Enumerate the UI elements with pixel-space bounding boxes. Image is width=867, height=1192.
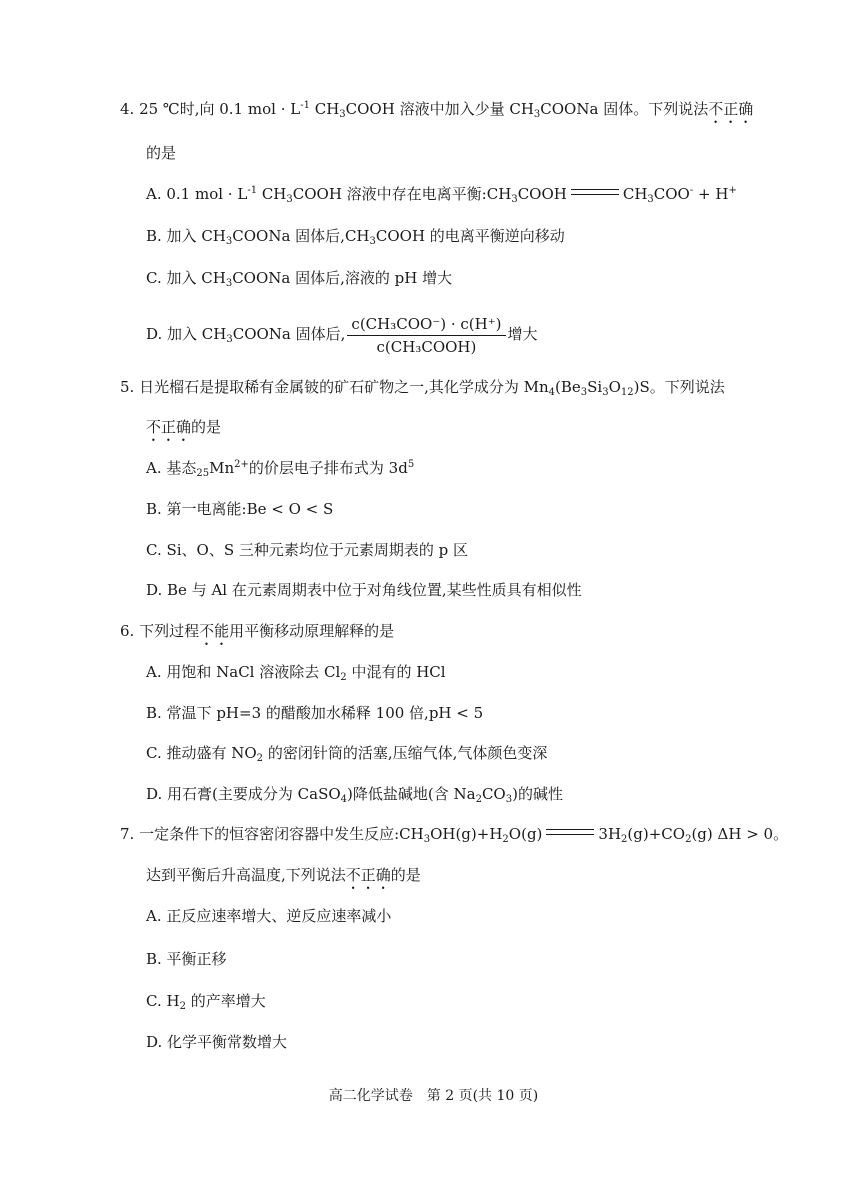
q4-stem-line1: 4. 25 ℃时,向 0.1 mol · $L^{-1}$ $CH_3COOH$ 溶液中加入少量 $CH_3COONa$ 固体。下列说法不正确 bbox=[120, 100, 754, 120]
q5-option-b: B. 第一电离能:Be < O < S bbox=[146, 500, 334, 518]
q6-option-b: B. 常温下 pH=3 的醋酸加水稀释 100 倍,pH < 5 bbox=[146, 704, 484, 722]
q4-option-b: B. 加入 $CH_3COONa$ 固体后$,CH_3COOH$ 的电离平衡逆向移动 bbox=[146, 227, 565, 247]
q7-option-d: D. 化学平衡常数增大 bbox=[146, 1033, 288, 1051]
q7-option-b: B. 平衡正移 bbox=[146, 950, 227, 968]
q4-option-d: D. 加入 $CH_3COONa$ 固体后, $\frac{\text{c(CH₃COO⁻) · c(H⁺)}}{\text{c(CH₃COOH)}}$ 增大 bbox=[146, 314, 538, 356]
q5-option-c: C. Si、O、S 三种元素均位于元素周期表的 p 区 bbox=[146, 541, 469, 559]
emphasis-not-correct: 不正确 bbox=[345, 866, 391, 884]
emphasis-not-correct: 不正确 bbox=[146, 418, 192, 436]
emphasis-not-correct: 不正确 bbox=[708, 100, 754, 118]
q6-option-a: A. 用饱和 NaCl 溶液除去 $Cl_2$ 中混有的 HCl bbox=[146, 663, 446, 683]
q7-stem-line1: 7. 一定条件下的恒容密闭容器中发生反应$:CH_3OH(g)+H_2O(g)$ $3H_2(g)+CO_2(g) \Delta H > 0$。 bbox=[120, 825, 789, 845]
q6-option-c: C. 推动盛有 $NO_2$ 的密闭针筒的活塞,压缩气体,气体颜色变深 bbox=[146, 744, 548, 764]
equilibrium-arrow bbox=[546, 827, 594, 837]
q4-stem-line2: 的是 bbox=[146, 144, 177, 162]
q4-option-a: A. 0.1 mol · $L^{-1}$ $CH_3COOH$ 溶液中存在电离平衡$:CH_3COOH$ $CH_3COO^- + H^+$ bbox=[146, 185, 737, 205]
q7-option-c: C. $H_2$ 的产率增大 bbox=[146, 992, 266, 1012]
emphasis-cannot: 不能 bbox=[199, 622, 230, 640]
q5-stem-line2: 不正确的是 bbox=[146, 418, 222, 436]
q5-option-d: D. Be 与 Al 在元素周期表中位于对角线位置,某些性质具有相似性 bbox=[146, 581, 582, 599]
q5-stem-line1: 5. 日光榴石是提取稀有金属铍的矿石矿物之一,其化学成分为 $Mn_4(Be_3Si_3O_{12})S$。下列说法 bbox=[120, 378, 725, 398]
q6-stem: 6. 下列过程不能用平衡移动原理解释的是 bbox=[120, 622, 395, 640]
q5-option-a: A. 基态$_{25}Mn^{2+}$的价层电子排布式为 $3d^5$ bbox=[146, 459, 415, 479]
equilibrium-arrow bbox=[571, 187, 619, 197]
concentration-ratio-fraction bbox=[347, 315, 505, 356]
q7-stem-line2: 达到平衡后升高温度,下列说法不正确的是 bbox=[146, 866, 421, 884]
q7-option-a: A. 正反应速率增大、逆反应速率减小 bbox=[146, 907, 392, 925]
q6-option-d: D. 用石膏(主要成分为 CaSO$_4$)降低盐碱地(含 $Na_2CO_3$)的碱性 bbox=[146, 785, 563, 805]
q4-option-c: C. 加入 $CH_3COONa$ 固体后,溶液的 pH 增大 bbox=[146, 269, 453, 289]
fraction-numerator: c(CH₃COO⁻) · c(H⁺) bbox=[347, 315, 505, 336]
fraction-denominator: c(CH₃COOH) bbox=[376, 337, 477, 356]
page-footer: 高二化学试卷 第 2 页(共 10 页) bbox=[328, 1088, 539, 1104]
